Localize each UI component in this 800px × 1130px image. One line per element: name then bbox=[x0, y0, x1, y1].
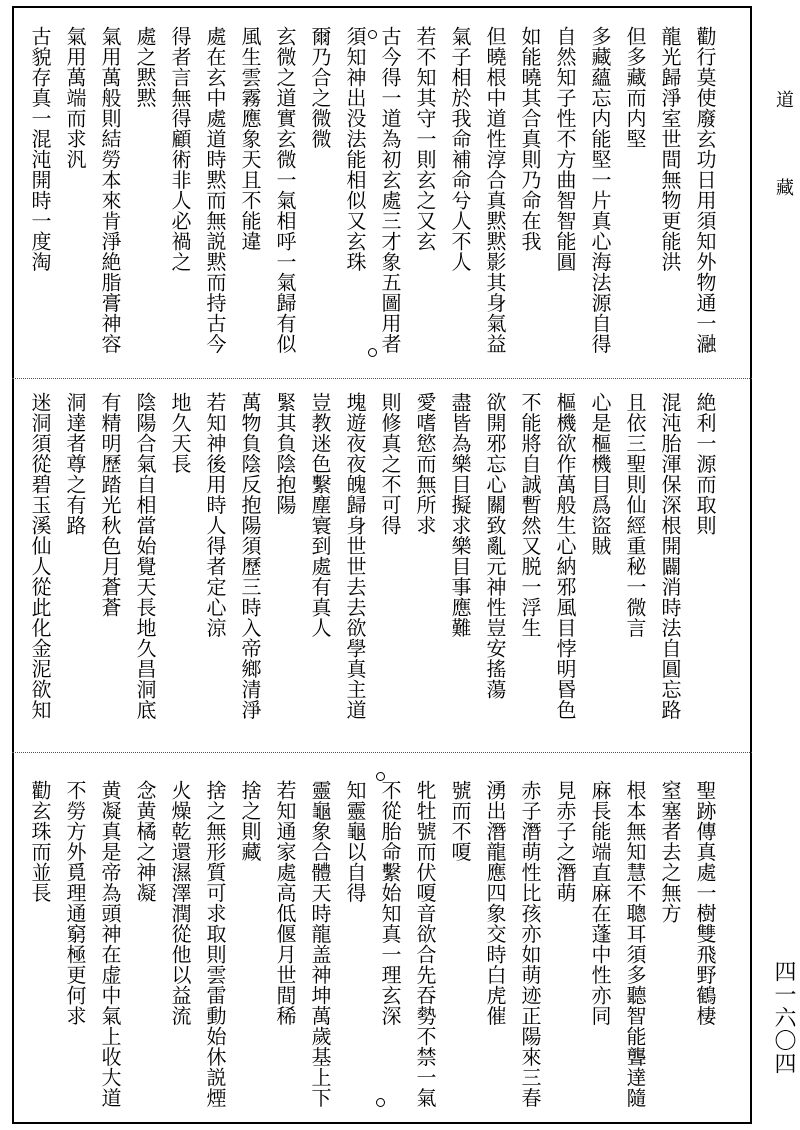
text-column: 欲開邪忘心關致亂元神性豈安搖蕩 bbox=[483, 392, 507, 700]
text-column: 自然知子性不方曲智智能圓 bbox=[553, 26, 577, 272]
text-column: 塊遊夜夜魄歸身世世去去欲學真主道 bbox=[343, 392, 367, 720]
text-column: 不勞方外覓理通窮極更何求 bbox=[63, 780, 87, 1026]
text-column: 須知神出没法能相似又玄珠 bbox=[343, 26, 367, 272]
text-column: 多藏蘊忘内能堅一片真心海法源自得 bbox=[588, 26, 612, 354]
text-column: 火燥乾還濕澤潤從他以益流 bbox=[168, 780, 192, 1026]
page-number: 四一六〇四 bbox=[771, 960, 796, 1075]
text-column: 但曉根中道性淳合真黙黙影其身氣益 bbox=[483, 26, 507, 354]
text-column: 麻長能端直麻在蓬中性亦同 bbox=[588, 780, 612, 1026]
text-column: 不能將自誠暫然又脱一浮生 bbox=[518, 392, 542, 638]
section-divider bbox=[12, 752, 752, 753]
text-column: 絶利一源而取則 bbox=[693, 392, 717, 536]
text-column: 得者言無得顧術非人必禍之 bbox=[168, 26, 192, 272]
text-column: 萬物負陰反抱陽須歷三時入帝鄉清淨 bbox=[238, 392, 262, 720]
text-band-bottom bbox=[14, 758, 750, 1120]
text-column: 洞達者尊之有路 bbox=[63, 392, 87, 536]
text-column: 念黄橘之神凝 bbox=[133, 780, 157, 903]
text-column: 若不知其守一則玄之又玄 bbox=[413, 26, 437, 252]
punctuation-circle bbox=[368, 348, 377, 357]
text-column: 湧出潛龍應四象交時白虎催 bbox=[483, 780, 507, 1026]
text-column: 氣用萬端而求汎 bbox=[63, 26, 87, 170]
text-column: 處之黙黙 bbox=[133, 26, 157, 108]
text-column: 迷洞須從碧玉溪仙人從此化金泥欲知 bbox=[28, 392, 52, 720]
text-column: 爾乃合之微微 bbox=[308, 26, 332, 149]
text-column: 且依三聖則仙經重秘一微言 bbox=[623, 392, 647, 638]
text-column: 如能曉其合真則乃命在我 bbox=[518, 26, 542, 252]
section-divider bbox=[12, 378, 752, 379]
text-column: 知靈龜以自得 bbox=[343, 780, 367, 903]
text-column: 牝牡號而伏嗄音欲合先吞勢不禁一氣 bbox=[413, 780, 437, 1108]
text-column: 古貌存真一混沌開時一度淘 bbox=[28, 26, 52, 272]
text-column: 玄微之道實玄微一氣相呼一氣歸有似 bbox=[273, 26, 297, 354]
text-column: 勸行莫使廢玄功日用須知外物通一瀜 bbox=[693, 26, 717, 354]
text-band-top bbox=[14, 10, 750, 376]
text-column: 愛嗜慾而無所求 bbox=[413, 392, 437, 536]
text-column: 氣用萬般則結勞本來肯淨絶脂膏神容 bbox=[98, 26, 122, 354]
text-column: 陰陽合氣自相當始覺天長地久昌洞底 bbox=[133, 392, 157, 720]
text-column: 見赤子之潛萌 bbox=[553, 780, 577, 903]
text-column: 捨之無形質可求取則雲雷動始休説煙 bbox=[203, 780, 227, 1108]
text-band-middle bbox=[14, 384, 750, 750]
text-column: 古今得一道為初玄處三才象五圖用者 bbox=[378, 26, 402, 354]
text-column: 地久天長 bbox=[168, 392, 192, 474]
text-column: 若知通家處高低偃月世間稀 bbox=[273, 780, 297, 1026]
text-column: 豈教迷色繫塵寰到處有真人 bbox=[308, 392, 332, 638]
text-column: 若知神後用時人得者定心涼 bbox=[203, 392, 227, 638]
text-column: 號而不嗄 bbox=[448, 780, 472, 862]
punctuation-circle bbox=[376, 772, 385, 781]
text-column: 緊其負陰抱陽 bbox=[273, 392, 297, 515]
text-column: 窒塞者去之無方 bbox=[658, 780, 682, 924]
text-column: 勸玄珠而並長 bbox=[28, 780, 52, 903]
text-column: 有精明歷踏光秋色月蒼蒼 bbox=[98, 392, 122, 618]
text-column: 黄凝真是帝為頭神在虚中氣上收大道 bbox=[98, 780, 122, 1108]
text-column: 但多藏而内堅 bbox=[623, 26, 647, 149]
text-column: 龍光歸淨室世間無物更能洪 bbox=[658, 26, 682, 272]
text-column: 不從胎命繫始知真一理玄深 bbox=[378, 780, 402, 1026]
text-column: 氣子相於我命補命兮人不人 bbox=[448, 26, 472, 272]
text-column: 根本無知慧不聰耳須多聽智能聾達隨 bbox=[623, 780, 647, 1108]
punctuation-circle bbox=[376, 1098, 385, 1107]
margin-subtitle: 藏 bbox=[773, 178, 794, 200]
text-column: 盡皆為樂目擬求樂目事應難 bbox=[448, 392, 472, 638]
text-column: 混沌胎渾保深根開闢消時法自圓忘路 bbox=[658, 392, 682, 720]
punctuation-circle bbox=[368, 30, 377, 39]
text-column: 靈龜象合體天時龍盖神坤萬歲基上下 bbox=[308, 780, 332, 1108]
text-column: 處在玄中處道時黙而無説黙而持古今 bbox=[203, 26, 227, 354]
text-column: 則修真之不可得 bbox=[378, 392, 402, 536]
text-column: 聖跡傳真處一樹雙飛野鶴棲 bbox=[693, 780, 717, 1026]
text-column: 赤子潛萌性比孩亦如萌迹正陽來三春 bbox=[518, 780, 542, 1108]
text-column: 樞機欲作萬般生心納邪風目悖明昬色 bbox=[553, 392, 577, 720]
text-column: 捨之則藏 bbox=[238, 780, 262, 862]
text-column: 風生雲霧應象天且不能違 bbox=[238, 26, 262, 252]
margin-title: 道 bbox=[773, 90, 794, 112]
text-column: 心是樞機目爲盜賊 bbox=[588, 392, 612, 556]
